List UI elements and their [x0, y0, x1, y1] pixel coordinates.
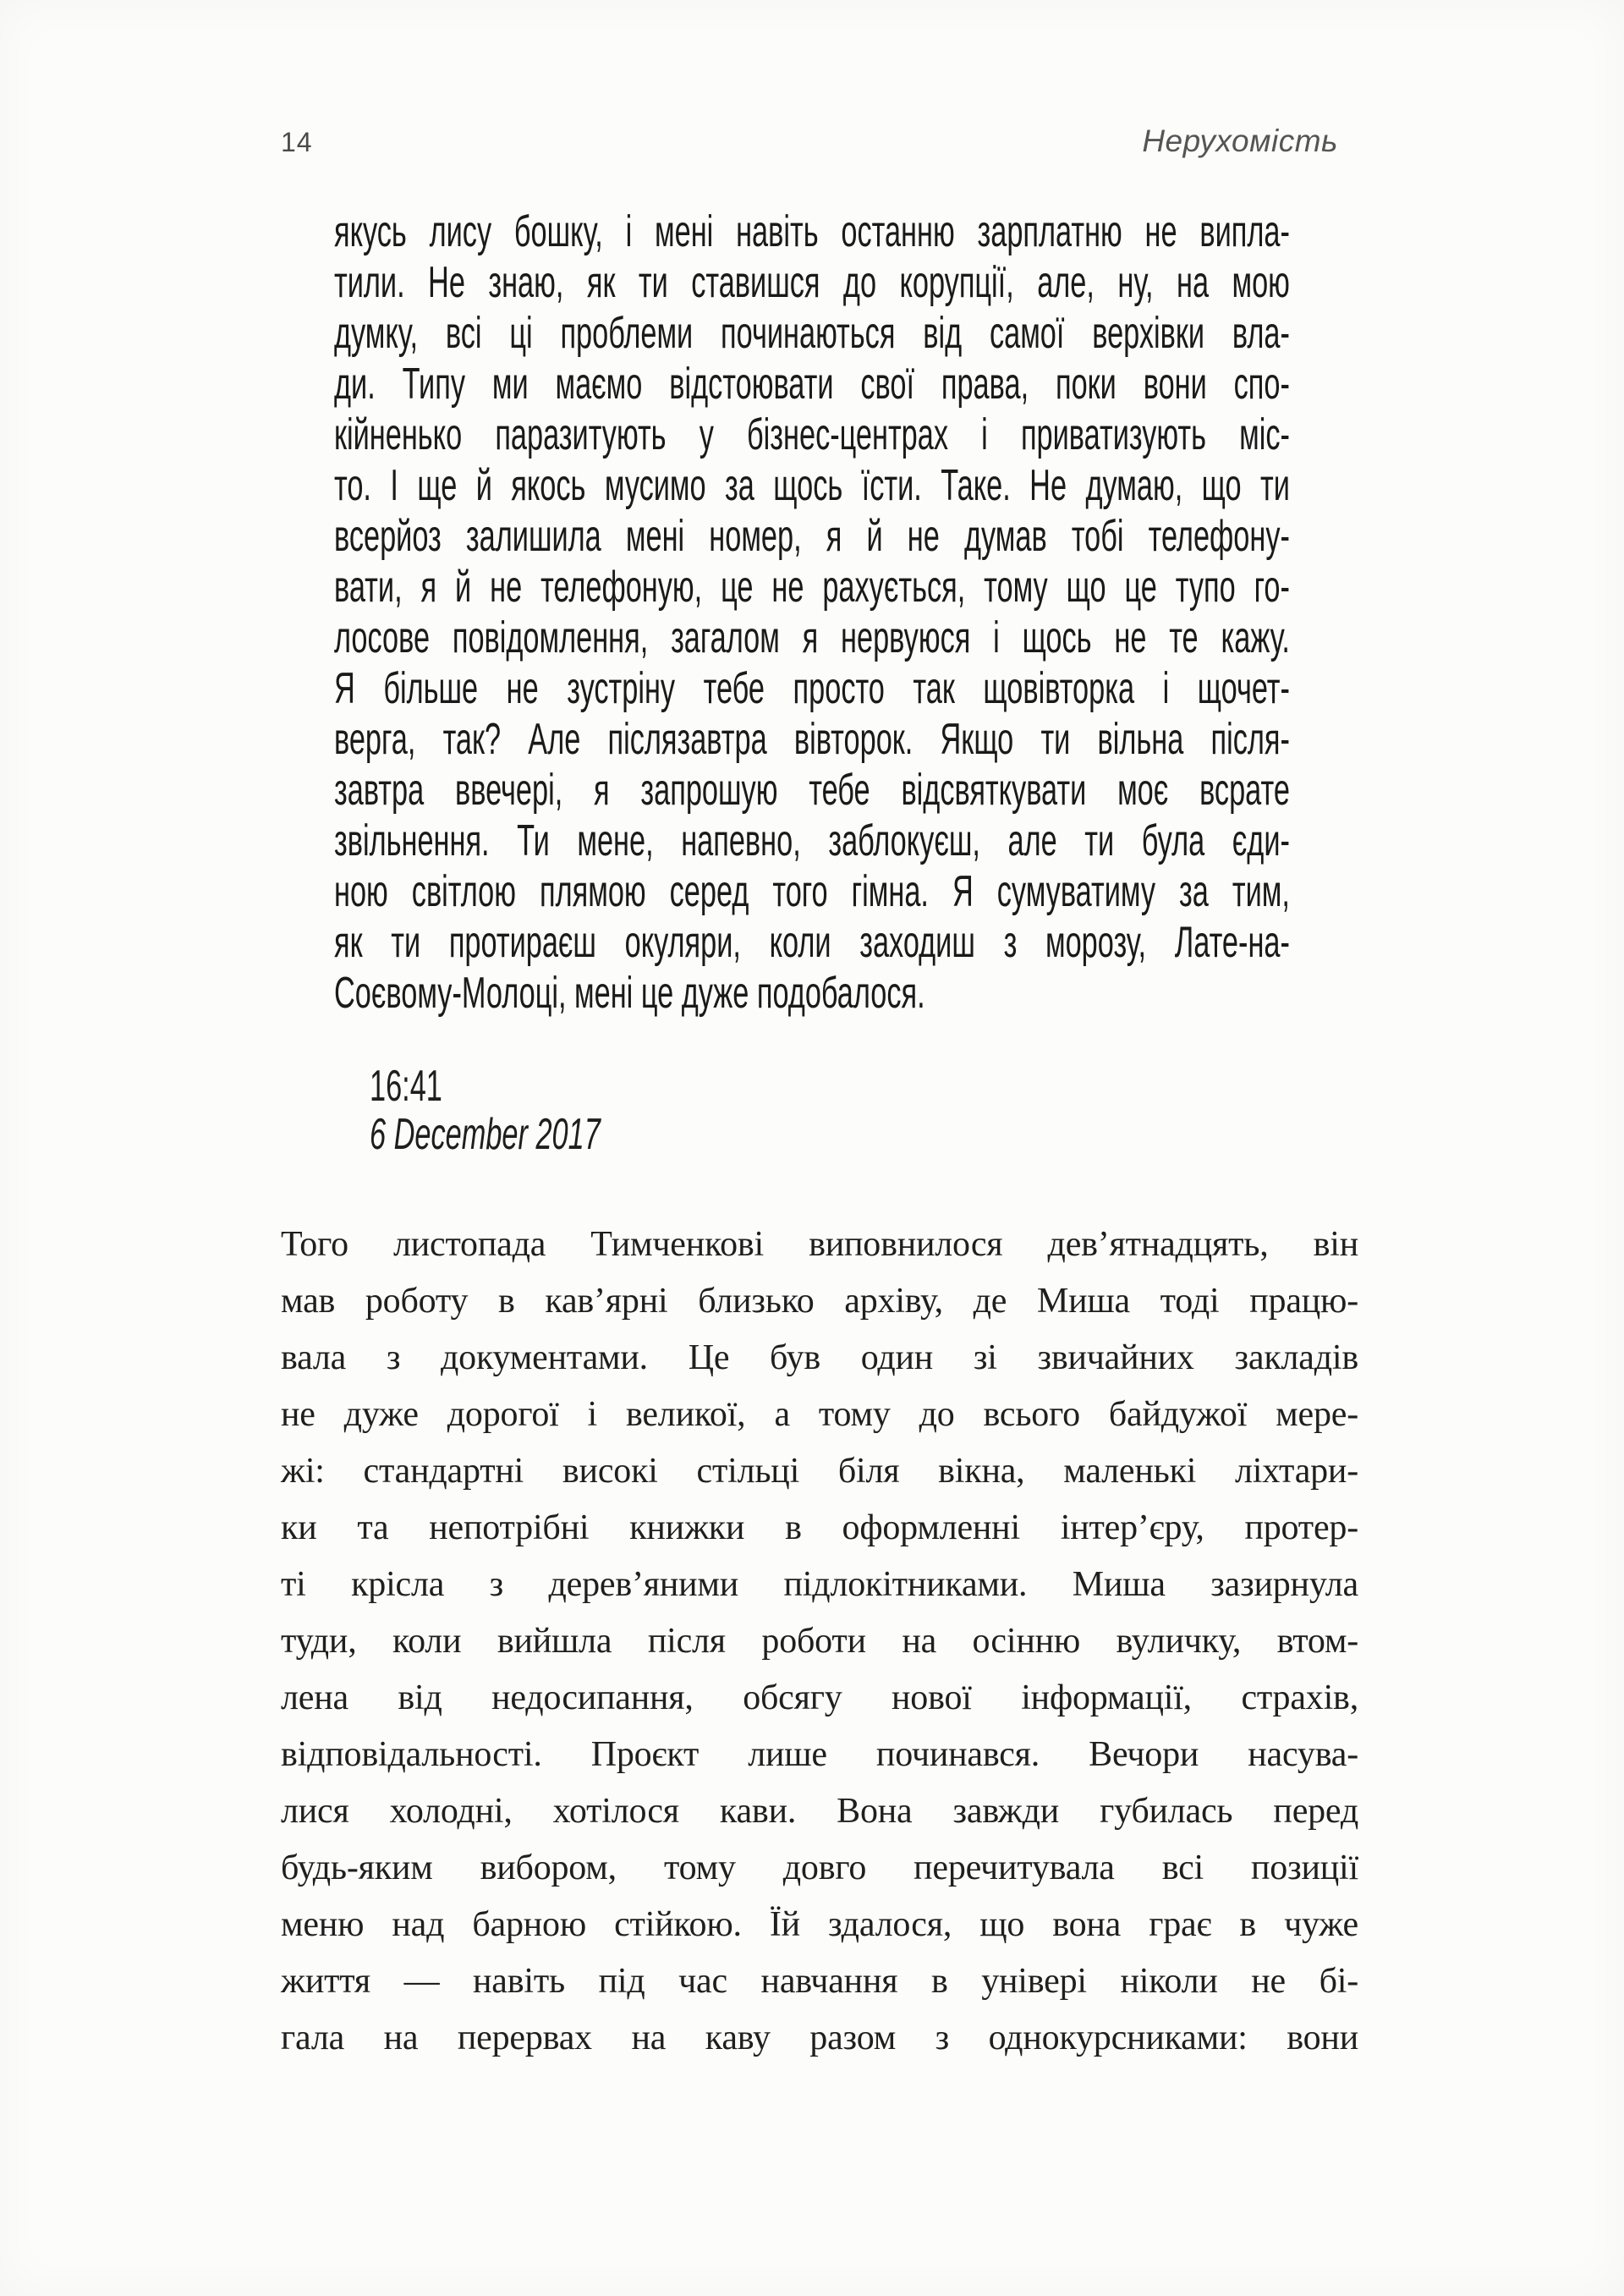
body-line: гала на перервах на каву разом з однокурсниками: вони [281, 2019, 1358, 2057]
message-line: як ти протираєш окуляри, коли заходиш з морозу, Лате-на- [334, 918, 1290, 967]
running-header-title: Нерухомість [1142, 124, 1338, 158]
message-line: Я більше не зустріну тебе просто так щовівторка і щочет- [334, 664, 1290, 713]
message-time: 16:41 [370, 1062, 442, 1111]
body-line: будь-яким вибором, тому довго перечитувала всі позиції [281, 1848, 1358, 1887]
body-line: меню над барною стійкою. Їй здалося, що вона грає в чуже [281, 1905, 1358, 1944]
running-head [281, 124, 1338, 159]
message-date: 6 December 2017 [370, 1110, 601, 1159]
body-line: жі: стандартні високі стільці біля вікна, маленькі ліхтари- [281, 1452, 1358, 1491]
body-line: вала з документами. Це був один зі звичайних закладів [281, 1338, 1358, 1377]
body-line: лена від недосипання, обсягу нової інформації, страхів, [281, 1678, 1358, 1717]
message-line: всерйоз залишила мені номер, я й не думав тобі телефону- [334, 512, 1290, 561]
voice-message-block [334, 206, 1290, 1019]
message-line: вати, я й не телефоную, це не рахується, тому що це тупо го- [334, 563, 1290, 612]
body-text-block [281, 1217, 1358, 2067]
body-line: ки та непотрібні книжки в оформленні інтер’єру, протер- [281, 1508, 1358, 1547]
message-timestamp [370, 1063, 601, 1159]
message-line: звільнення. Ти мене, напевно, заблокуєш, але ти була єди- [334, 816, 1290, 865]
message-line: Соєвому-Молоці, мені це дуже подобалося. [334, 969, 925, 1018]
message-line: лосове повідомлення, загалом я нервуюся і щось не те кажу. [334, 613, 1290, 662]
message-line: тили. Не знаю, як ти ставишся до корупції, але, ну, на мою [334, 258, 1290, 307]
body-line: не дуже дорогої і великої, а тому до всього байдужої мере- [281, 1395, 1358, 1434]
message-line: кійненько паразитують у бізнес-центрах і приватизують міс- [334, 410, 1290, 459]
body-line: ті крісла з дерев’яними підлокітниками. Миша зазирнула [281, 1565, 1358, 1604]
body-line: туди, коли вийшла після роботи на осінню вуличку, втом- [281, 1622, 1358, 1661]
body-line: лися холодні, хотілося кави. Вона завжди губилась перед [281, 1792, 1358, 1831]
message-line: завтра ввечері, я запрошую тебе відсвяткувати моє всрате [334, 766, 1290, 815]
message-line: верга, так? Але післязавтра вівторок. Якщо ти вільна після- [334, 715, 1290, 764]
page-number: 14 [281, 127, 313, 157]
message-line: думку, всі ці проблеми починаються від самої верхівки вла- [334, 309, 1290, 358]
body-line: мав роботу в кав’ярні близько архіву, де Миша тоді працю- [281, 1282, 1358, 1321]
body-line: відповідальності. Проєкт лише починався. Вечори насува- [281, 1735, 1358, 1774]
message-line: ди. Типу ми маємо відстоювати свої права, поки вони спо- [334, 360, 1290, 409]
body-line: Того листопада Тимченкові виповнилося дев’ятнадцять, він [281, 1225, 1358, 1264]
message-line: якусь лису бошку, і мені навіть останню зарплатню не випла- [334, 207, 1290, 256]
message-line: то. І ще й якось мусимо за щось їсти. Таке. Не думаю, що ти [334, 461, 1290, 510]
body-line: життя — навіть під час навчання в універі ніколи не бі- [281, 1962, 1358, 2001]
message-line: ною світлою плямою серед того гімна. Я сумуватиму за тим, [334, 867, 1290, 916]
